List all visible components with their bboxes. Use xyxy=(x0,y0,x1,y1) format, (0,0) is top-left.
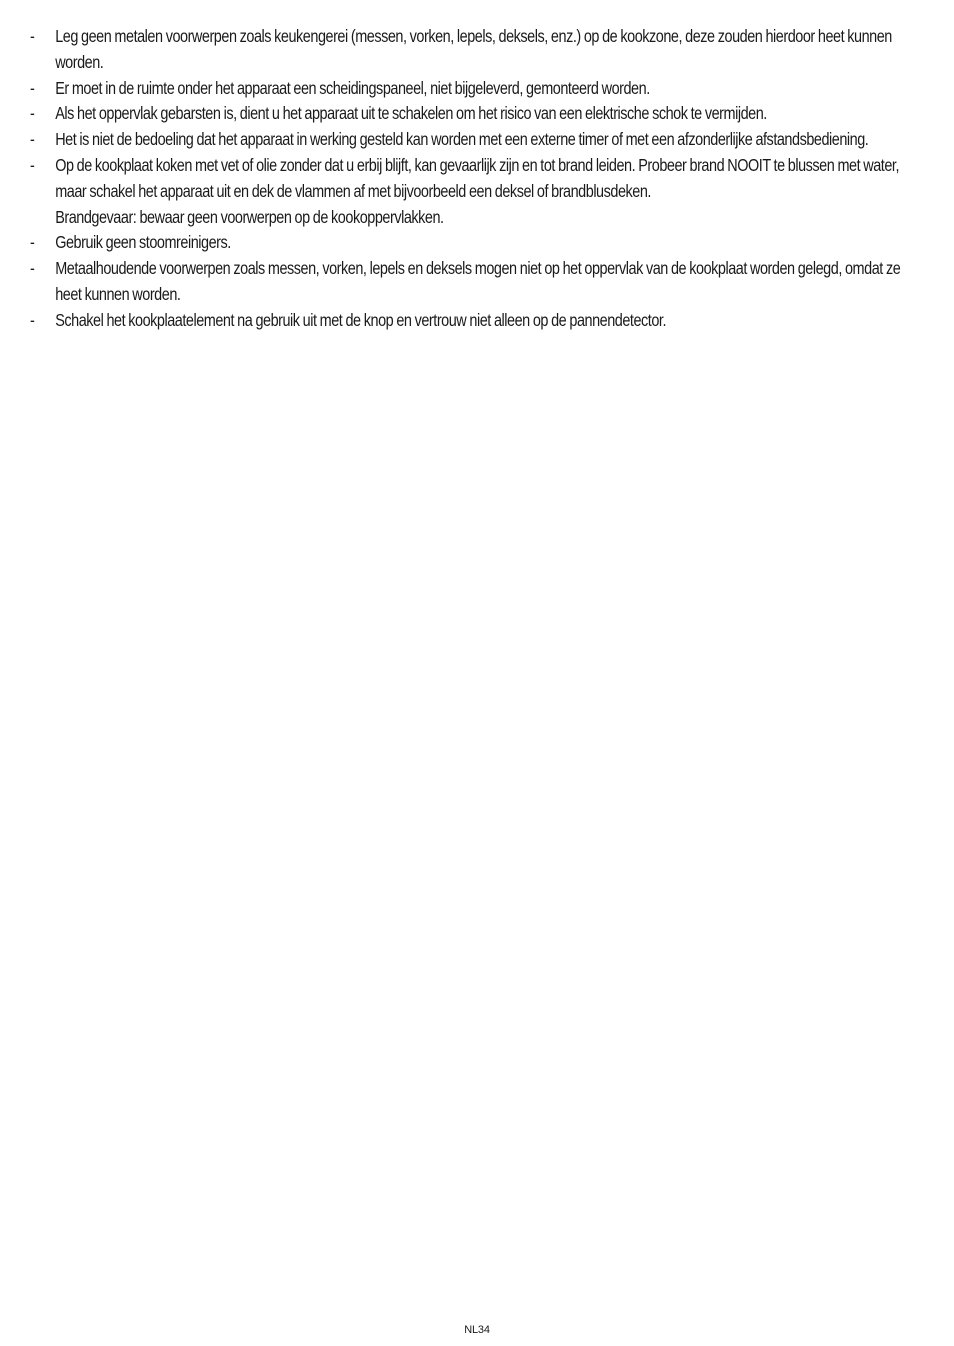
list-item xyxy=(30,127,922,153)
list-item xyxy=(30,230,922,256)
list-item-text: Als het oppervlak gebarsten is, dient u het apparaat uit te schakelen om het risico van een elektrische schok te vermijden. xyxy=(55,103,767,124)
list-item-text: Schakel het kookplaatelement na gebruik uit met de knop en vertrouw niet alleen op de pannendetector. xyxy=(55,309,667,330)
bullet-dash: - xyxy=(30,129,35,150)
list-item xyxy=(30,24,922,76)
list-item-text: Het is niet de bedoeling dat het apparaat in werking gesteld kan worden met een externe timer of met een afzonderlijke afstandsbediening. xyxy=(55,129,869,150)
bullet-dash: - xyxy=(30,103,35,124)
list-item-text: Er moet in de ruimte onder het apparaat een scheidingspaneel, niet bijgeleverd, gemonteerd worden. xyxy=(55,77,650,98)
bullet-dash: - xyxy=(30,26,35,46)
list-item xyxy=(30,101,922,127)
list-item-continuation xyxy=(30,205,922,231)
bullet-dash: - xyxy=(30,258,35,279)
list-item xyxy=(30,308,922,334)
instruction-list xyxy=(30,24,922,334)
list-item-text: Gebruik geen stoomreinigers. xyxy=(55,232,231,253)
list-item-text: Op de kookplaat koken met vet of olie zonder dat u erbij blijft, kan gevaarlijk zijn en tot brand leiden. Probeer brand NOOIT te blussen met water, maar schakel het apparaat uit en dek de vlammen af met bijvoorbeeld een deksel of brandblusdeken. xyxy=(55,154,900,201)
bullet-dash: - xyxy=(30,309,35,330)
page-number: NL34 xyxy=(464,1324,490,1336)
list-item xyxy=(30,256,922,308)
list-item-text: Brandgevaar: bewaar geen voorwerpen op de kookoppervlakken. xyxy=(55,206,444,227)
safety-instructions xyxy=(30,24,922,334)
list-item xyxy=(30,153,922,205)
bullet-dash: - xyxy=(30,77,35,98)
list-item xyxy=(30,76,922,102)
bullet-dash: - xyxy=(30,154,35,175)
bullet-dash: - xyxy=(30,232,35,253)
list-item-text: Metaalhoudende voorwerpen zoals messen, vorken, lepels en deksels mogen niet op het oppervlak van de kookplaat worden gelegd, omdat ze heet kunnen worden. xyxy=(55,258,901,304)
list-item-text: Leg geen metalen voorwerpen zoals keukengerei (messen, vorken, lepels, deksels, enz.) op de kookzone, deze zouden hierdoor heet kunnen worden. xyxy=(55,26,892,72)
